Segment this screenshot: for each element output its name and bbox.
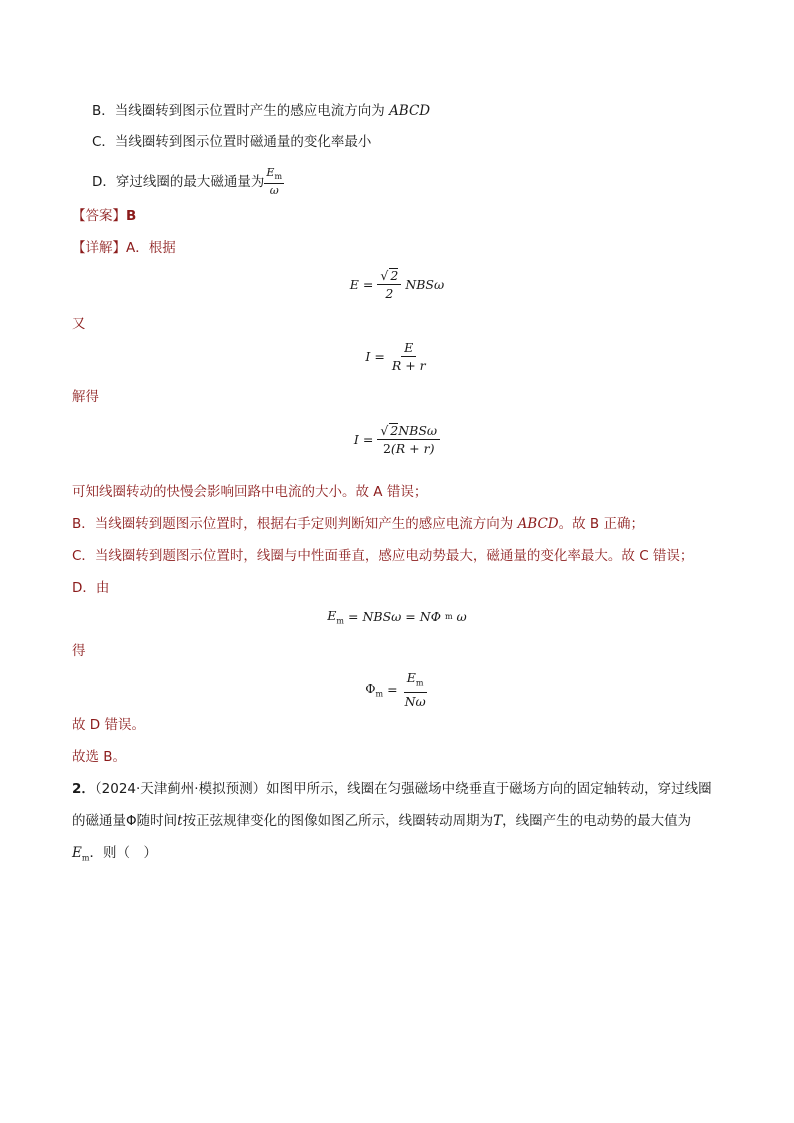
option-d [92,166,284,197]
question2-source: （2024·天津蓟州·模拟预测） [94,781,267,797]
c-text: C．当线圈转到题图示位置时，线圈与中性面垂直，感应电动势最大，磁通量的变化率最大。故 C 错误； [72,548,694,564]
detail-c [72,546,693,566]
formula-i-solved: I = $\frac{\text{√ 2NBSω}}{2(R + r)}$ [0,423,794,456]
question2-period: T [493,813,503,829]
detail-b [72,514,644,534]
again-text: 又 [72,316,86,332]
detail-again [72,314,86,334]
detail-final [72,747,126,767]
d-conclusion-text: 故 D 错误。 [72,717,145,733]
option-b-direction: ABCD [389,103,431,119]
answer-value: B [126,208,137,224]
question2-number: 2． [72,781,95,797]
question2-text1: 如图甲所示，线圈在匀强磁场中绕垂直于磁场方向的固定轴转动，穿过线圈 [266,781,712,797]
option-c [92,132,371,152]
question2-line3 [72,843,157,869]
detail-a-conclusion [72,482,427,502]
answer-tag: 【答案】 [72,208,126,224]
detail-tag: 【详解】 [72,240,126,256]
question2-text2c: ，线圈产生的电动势的最大值为 [502,813,692,829]
formula-e: E = $\frac{√ 2}{2}$ NBSω [349,268,445,301]
final-text: 故选 B。 [72,749,127,765]
option-d-formula: $\frac{E_m}{\omega}$ [266,166,283,198]
b-direction: ABCD [517,516,559,532]
question2-line1 [72,779,712,799]
option-d-text: D．穿过线圈的最大磁通量为 [92,173,265,190]
d-intro-text: D．由 [72,580,110,596]
formula-i: I = $\frac{E}{R + r}$ [365,340,426,373]
question2-tail: ．则（ ） [89,845,157,861]
question2-text2a: 的磁通量Φ随时间 [72,813,178,829]
a-conclusion-text: 可知线圈转动的快慢会影响回路中电流的大小。故 A 错误； [72,484,428,500]
b-tail: 。故 B 正确； [558,516,644,532]
detail-get [72,641,86,661]
question2-em: $E_m$ [72,845,90,863]
question2-text2b: 按正弦规律变化的图像如图乙所示，线圈转动周期为 [182,813,494,829]
question2-t: t [177,813,183,829]
question2-line2 [72,811,691,831]
detail-d-conclusion [72,715,145,735]
detail-a-text: A．根据 [126,240,176,256]
option-c-text: C．当线圈转到图示位置时磁通量的变化率最小 [92,134,372,150]
get-text: 得 [72,643,86,659]
detail-a-intro [72,238,176,258]
solve-text: 解得 [72,389,99,405]
b-text: B．当线圈转到题图示位置时，根据右手定则判断知产生的感应电流方向为 [72,516,514,532]
answer-line [72,206,136,226]
detail-d-intro [72,578,109,598]
formula-phi-m: $\Phi_m$ = $\frac{E_m}{N\omega}$ [365,670,426,709]
option-b-text: B．当线圈转到图示位置时产生的感应电流方向为 [92,103,385,119]
detail-solve [72,387,99,407]
option-b [92,101,430,121]
formula-em: $E_m$ = NBSω = NΦ m ω [327,608,467,626]
